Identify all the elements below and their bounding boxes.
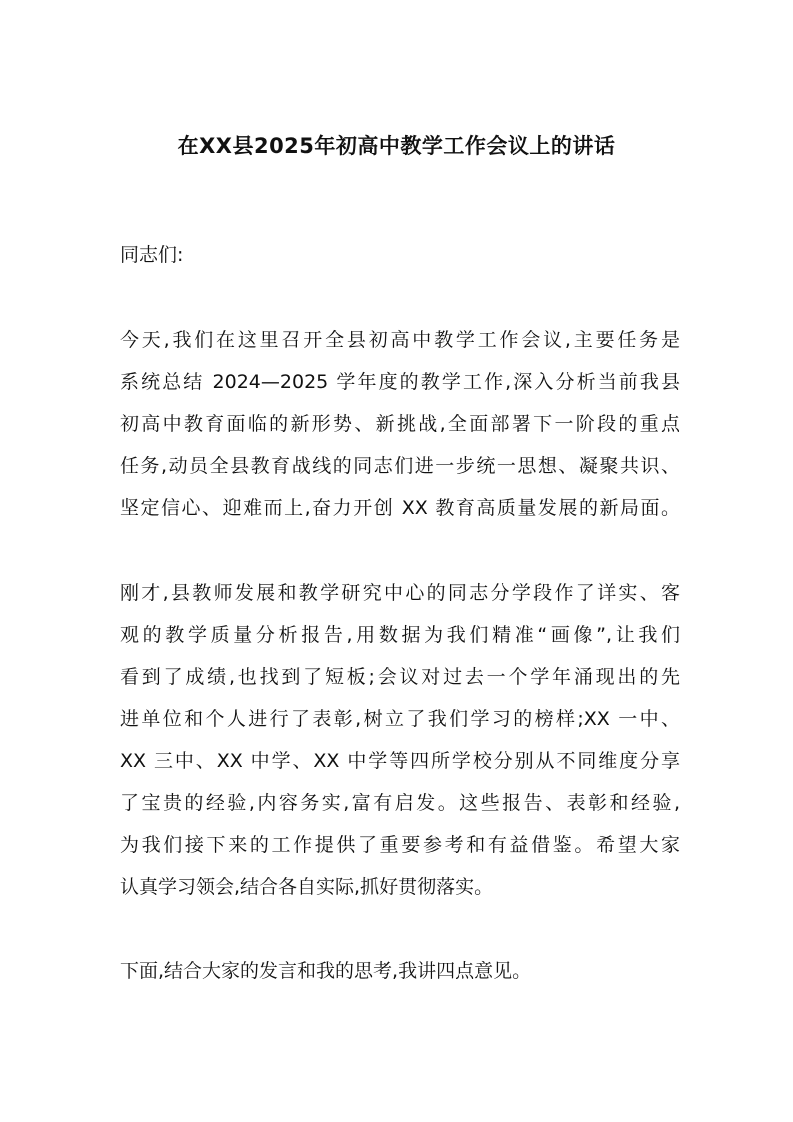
text-line: 了宝贵的经验,内容务实,富有启发。这些报告、表彰和经验, — [120, 792, 680, 814]
text-line: 认真学习领会,结合各自实际,抓好贯彻落实。 — [120, 876, 494, 898]
text-line: 初高中教育面临的新形势、新挑战,全面部署下一阶段的重点 — [120, 413, 680, 435]
text-line: 下面,结合大家的发言和我的思考,我讲四点意见。 — [120, 960, 532, 982]
salutation-paragraph — [120, 240, 680, 282]
text-line: 刚才,县教师发展和教学研究中心的同志分学段作了详实、客 — [120, 582, 680, 604]
text-line: 任务,动员全县教育战线的同志们进一步统一思想、凝聚共识、 — [120, 455, 680, 477]
salutation: 同志们: — [120, 244, 184, 266]
document-title: 在XX县2025年初高中教学工作会议上的讲话 — [177, 134, 616, 158]
paragraph-1 — [120, 325, 680, 535]
text-line: 看到了成绩,也找到了短板;会议对过去一个学年涌现出的先 — [120, 666, 680, 688]
text-line: 进单位和个人进行了表彰,树立了我们学习的榜样;XX 一中、 — [120, 708, 680, 730]
text-line: XX 三中、XX 中学、XX 中学等四所学校分别从不同维度分享 — [120, 750, 680, 772]
text-line: 观的教学质量分析报告,用数据为我们精准“画像”,让我们 — [120, 624, 680, 646]
text-line: 系统总结 2024—2025 学年度的教学工作,深入分析当前我县 — [120, 371, 680, 393]
text-line: 坚定信心、迎难而上,奋力开创 XX 教育高质量发展的新局面。 — [120, 497, 680, 519]
text-line: 为我们接下来的工作提供了重要参考和有益借鉴。希望大家 — [120, 834, 680, 856]
paragraph-3 — [120, 956, 680, 998]
paragraph-2 — [120, 578, 680, 914]
text-line: 今天,我们在这里召开全县初高中教学工作会议,主要任务是 — [120, 329, 680, 351]
